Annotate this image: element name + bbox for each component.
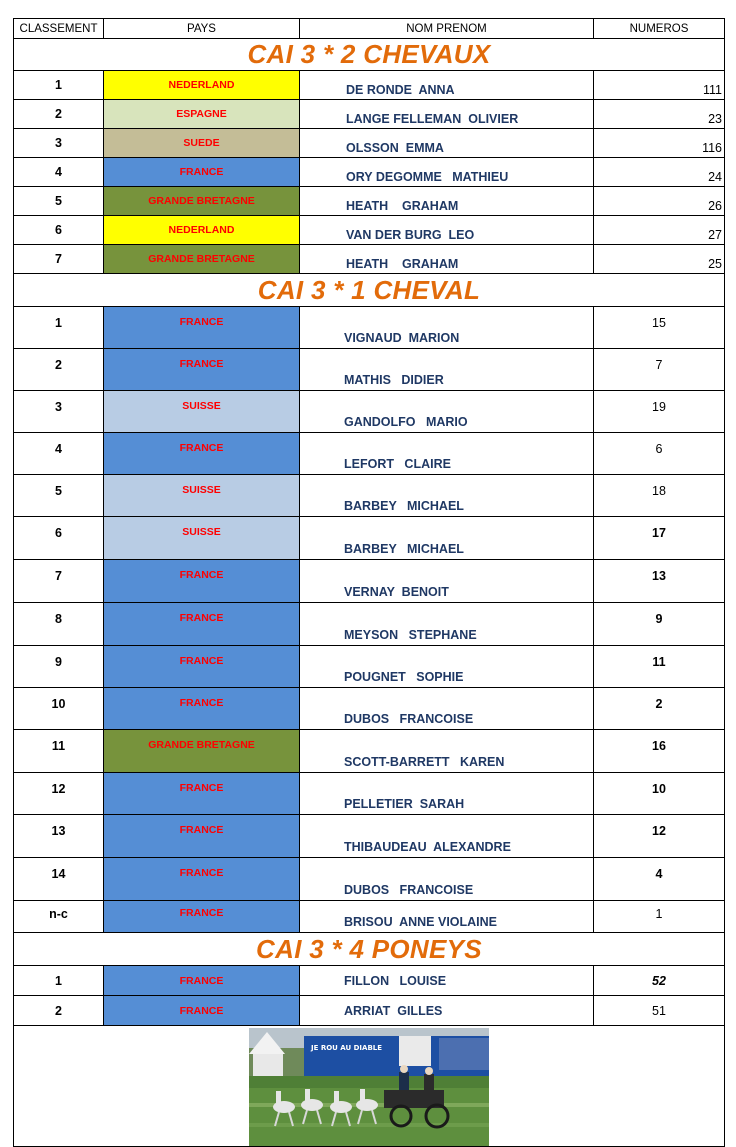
table-row xyxy=(14,560,725,603)
table-row xyxy=(14,100,725,129)
photo-illustration xyxy=(249,1028,489,1146)
rank-cell: 11 xyxy=(14,730,104,773)
photo-banner-text: JE ROU AU DIABLE xyxy=(311,1044,383,1052)
country-cell: FRANCE xyxy=(104,433,300,475)
rider-name-cell: FILLON LOUISE xyxy=(300,966,594,996)
section-header-row xyxy=(14,274,725,307)
number-cell: 24 xyxy=(594,158,725,187)
rank-cell: 2 xyxy=(14,100,104,129)
carriage-driving-photo xyxy=(249,1028,489,1146)
rider-name-cell: HEATH GRAHAM xyxy=(300,245,594,274)
number-cell: 9 xyxy=(594,603,725,646)
rider-name-cell: VAN DER BURG LEO xyxy=(300,216,594,245)
rider-name-cell: HEATH GRAHAM xyxy=(300,187,594,216)
table-row xyxy=(14,688,725,730)
header-pays: PAYS xyxy=(104,19,300,39)
table-row xyxy=(14,901,725,933)
rider-name-cell: LEFORT CLAIRE xyxy=(300,433,594,475)
rider-name-cell: ARRIAT GILLES xyxy=(300,996,594,1026)
number-cell: 17 xyxy=(594,517,725,560)
country-cell: FRANCE xyxy=(104,773,300,815)
number-cell: 1 xyxy=(594,901,725,933)
rider-name-cell: GANDOLFO MARIO xyxy=(300,391,594,433)
country-cell: FRANCE xyxy=(104,349,300,391)
number-cell: 116 xyxy=(594,129,725,158)
number-cell: 19 xyxy=(594,391,725,433)
rank-cell: 7 xyxy=(14,560,104,603)
rank-cell: 2 xyxy=(14,349,104,391)
number-cell: 27 xyxy=(594,216,725,245)
number-cell: 23 xyxy=(594,100,725,129)
rider-name-cell: DE RONDE ANNA xyxy=(300,71,594,100)
table-row xyxy=(14,349,725,391)
rank-cell: 14 xyxy=(14,858,104,901)
rider-name-cell: MEYSON STEPHANE xyxy=(300,603,594,646)
country-cell: SUISSE xyxy=(104,517,300,560)
number-cell: 52 xyxy=(594,966,725,996)
photo-row xyxy=(14,1026,725,1147)
country-cell: FRANCE xyxy=(104,858,300,901)
number-cell: 26 xyxy=(594,187,725,216)
number-cell: 18 xyxy=(594,475,725,517)
country-cell: GRANDE BRETAGNE xyxy=(104,730,300,773)
table-row xyxy=(14,216,725,245)
table-row xyxy=(14,730,725,773)
table-row xyxy=(14,433,725,475)
country-cell: ESPAGNE xyxy=(104,100,300,129)
results-body xyxy=(14,19,725,1147)
table-row xyxy=(14,187,725,216)
number-cell: 111 xyxy=(594,71,725,100)
rank-cell: 9 xyxy=(14,646,104,688)
rank-cell: 3 xyxy=(14,391,104,433)
rider-name-cell: THIBAUDEAU ALEXANDRE xyxy=(300,815,594,858)
number-cell: 2 xyxy=(594,688,725,730)
rider-name-cell: LANGE FELLEMAN OLIVIER xyxy=(300,100,594,129)
table-row xyxy=(14,603,725,646)
table-row xyxy=(14,966,725,996)
number-cell: 25 xyxy=(594,245,725,274)
country-cell: FRANCE xyxy=(104,560,300,603)
rank-cell: 7 xyxy=(14,245,104,274)
rider-name-cell: BARBEY MICHAEL xyxy=(300,517,594,560)
country-cell: FRANCE xyxy=(104,646,300,688)
rider-name-cell: BRISOU ANNE VIOLAINE xyxy=(300,901,594,933)
rank-cell: 6 xyxy=(14,216,104,245)
rank-cell: 10 xyxy=(14,688,104,730)
rider-name-cell: BARBEY MICHAEL xyxy=(300,475,594,517)
rank-cell: 13 xyxy=(14,815,104,858)
rider-name-cell: MATHIS DIDIER xyxy=(300,349,594,391)
header-nom-prenom: NOM PRENOM xyxy=(300,19,594,39)
country-cell: SUISSE xyxy=(104,391,300,433)
rank-cell: 3 xyxy=(14,129,104,158)
table-row xyxy=(14,773,725,815)
country-cell: FRANCE xyxy=(104,996,300,1026)
country-cell: SUISSE xyxy=(104,475,300,517)
section-title: CAI 3 * 2 CHEVAUX xyxy=(14,39,725,71)
rider-name-cell: DUBOS FRANCOISE xyxy=(300,688,594,730)
number-cell: 13 xyxy=(594,560,725,603)
table-row xyxy=(14,158,725,187)
table-row xyxy=(14,391,725,433)
rank-cell: 4 xyxy=(14,433,104,475)
results-table xyxy=(13,18,725,1147)
country-cell: FRANCE xyxy=(104,603,300,646)
rider-name-cell: DUBOS FRANCOISE xyxy=(300,858,594,901)
number-cell: 11 xyxy=(594,646,725,688)
number-cell: 51 xyxy=(594,996,725,1026)
rank-cell: 1 xyxy=(14,966,104,996)
table-row xyxy=(14,815,725,858)
number-cell: 16 xyxy=(594,730,725,773)
rider-name-cell: POUGNET SOPHIE xyxy=(300,646,594,688)
rank-cell: n-c xyxy=(14,901,104,933)
number-cell: 12 xyxy=(594,815,725,858)
number-cell: 4 xyxy=(594,858,725,901)
rank-cell: 5 xyxy=(14,187,104,216)
rank-cell: 2 xyxy=(14,996,104,1026)
country-cell: FRANCE xyxy=(104,158,300,187)
rank-cell: 6 xyxy=(14,517,104,560)
country-cell: GRANDE BRETAGNE xyxy=(104,187,300,216)
table-row xyxy=(14,475,725,517)
number-cell: 7 xyxy=(594,349,725,391)
rider-name-cell: SCOTT-BARRETT KAREN xyxy=(300,730,594,773)
rank-cell: 4 xyxy=(14,158,104,187)
table-row xyxy=(14,858,725,901)
rank-cell: 1 xyxy=(14,71,104,100)
section-header-row xyxy=(14,933,725,966)
number-cell: 15 xyxy=(594,307,725,349)
table-row xyxy=(14,646,725,688)
table-row xyxy=(14,517,725,560)
table-row xyxy=(14,245,725,274)
country-cell: SUEDE xyxy=(104,129,300,158)
rank-cell: 8 xyxy=(14,603,104,646)
country-cell: NEDERLAND xyxy=(104,71,300,100)
country-cell: NEDERLAND xyxy=(104,216,300,245)
rank-cell: 12 xyxy=(14,773,104,815)
rank-cell: 1 xyxy=(14,307,104,349)
country-cell: FRANCE xyxy=(104,815,300,858)
country-cell: FRANCE xyxy=(104,688,300,730)
country-cell: GRANDE BRETAGNE xyxy=(104,245,300,274)
rider-name-cell: PELLETIER SARAH xyxy=(300,773,594,815)
table-row xyxy=(14,71,725,100)
rider-name-cell: VIGNAUD MARION xyxy=(300,307,594,349)
table-row xyxy=(14,307,725,349)
section-title: CAI 3 * 1 CHEVAL xyxy=(14,274,725,307)
number-cell: 6 xyxy=(594,433,725,475)
country-cell: FRANCE xyxy=(104,901,300,933)
country-cell: FRANCE xyxy=(104,307,300,349)
rank-cell: 5 xyxy=(14,475,104,517)
table-row xyxy=(14,996,725,1026)
header-row xyxy=(14,19,725,39)
rider-name-cell: ORY DEGOMME MATHIEU xyxy=(300,158,594,187)
header-classement: CLASSEMENT xyxy=(14,19,104,39)
rider-name-cell: VERNAY BENOIT xyxy=(300,560,594,603)
number-cell: 10 xyxy=(594,773,725,815)
header-numeros: NUMEROS xyxy=(594,19,725,39)
section-header-row xyxy=(14,39,725,71)
rider-name-cell: OLSSON EMMA xyxy=(300,129,594,158)
section-title: CAI 3 * 4 PONEYS xyxy=(14,933,725,966)
country-cell: FRANCE xyxy=(104,966,300,996)
photo-cell xyxy=(14,1026,725,1147)
table-row xyxy=(14,129,725,158)
